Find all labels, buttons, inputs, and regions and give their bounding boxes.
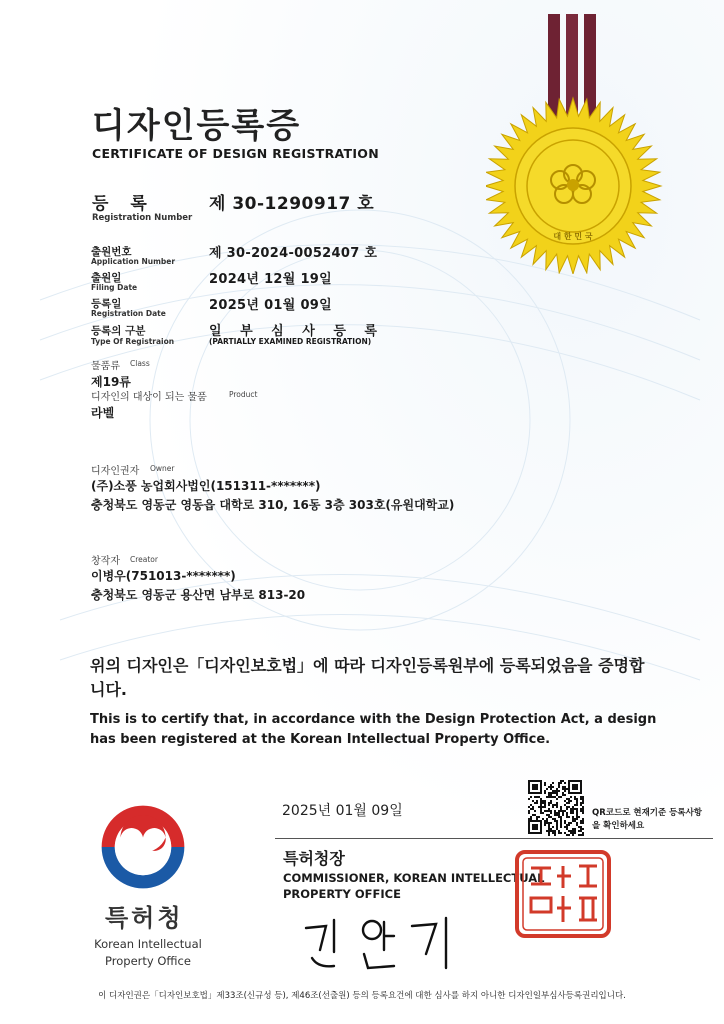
filing-date-label: 출원일 [91, 272, 122, 284]
application-label-en: Application Number [91, 257, 176, 266]
creator-name: 이병우(751013-*******) [91, 569, 236, 583]
commissioner-signature [294, 910, 464, 974]
commissioner-title-en: COMMISSIONER, KOREAN INTELLECTUAL PROPERTY OFFICE [283, 871, 545, 901]
agency-name-en: Korean Intellectual Property Office [94, 937, 202, 968]
registration-number: 제 30-1290917 호 [209, 194, 375, 214]
document-title: 디자인등록증 [92, 106, 302, 146]
registration-date-label-en: Registration Date [91, 309, 166, 318]
creator-label: 창작자 [91, 556, 120, 567]
gold-seal [486, 14, 666, 274]
document-subtitle: CERTIFICATE OF DESIGN REGISTRATION [92, 146, 379, 161]
registration-date-label: 등록일 [91, 298, 122, 310]
registration-label-en: Registration Number [92, 213, 193, 223]
registration-type-label-en: Type Of Registraion [91, 337, 175, 346]
footer-note: 이 디자인권은「디자인보호법」제33조(신규성 등), 제46조(선출원) 등의 등록요건에 대한 심사를 하지 아니한 디자인일부심사등록권리입니다. [98, 991, 626, 1001]
commissioner-title-ko: 특허청장 [283, 849, 345, 868]
product-value: 라벨 [91, 406, 115, 420]
registration-date: 2025년 01월 09일 [209, 298, 332, 313]
application-label: 출원번호 [91, 246, 132, 258]
registration-type-en: (PARTIALLY EXAMINED REGISTRATION) [209, 337, 372, 346]
registration-label: 등 록 [92, 194, 155, 214]
seal-ring-text: 대 한 민 국 [553, 232, 593, 241]
filing-date: 2024년 12월 19일 [209, 272, 332, 287]
official-red-stamp [513, 848, 613, 940]
application-number: 제 30-2024-0052407 호 [209, 246, 378, 261]
creator-address: 충청북도 영동군 용산면 남부로 813-20 [91, 588, 306, 602]
product-label-en: Product [229, 390, 258, 399]
product-label: 디자인의 대상이 되는 물품 [91, 392, 207, 403]
signature-divider [275, 838, 713, 839]
creator-label-en: Creator [130, 555, 158, 564]
owner-label: 디자인권자 [91, 466, 140, 477]
kipo-taeguk-logo-icon [96, 800, 190, 894]
owner-address: 충청북도 영동군 영동읍 대학로 310, 16동 3층 303호(유원대학교) [91, 498, 455, 512]
class-value: 제19류 [91, 375, 131, 389]
certification-statement-en: This is to certify that, in accordance with the Design Protection Act, a design has been registered at the Korean Intellectual Property Office. [90, 712, 657, 747]
owner-name: (주)소풍 농업회사법인(151311-*******) [91, 479, 321, 493]
registration-type-label: 등록의 구분 [91, 325, 146, 337]
issue-date: 2025년 01월 09일 [282, 803, 403, 819]
registration-type: 일 부 심 사 등 록 [209, 324, 384, 339]
class-label: 물품류 [91, 361, 120, 372]
class-label-en: Class [130, 359, 150, 368]
qr-code-icon[interactable] [528, 780, 584, 836]
certification-statement-ko: 위의 디자인은「디자인보호법」에 따라 디자인등록원부에 등록되었음을 증명합니다. [90, 656, 645, 699]
qr-instruction: QR코드로 현재기준 등록사항을 확인하세요 [592, 808, 703, 831]
agency-name-ko: 특허청 [105, 904, 184, 932]
owner-label-en: Owner [150, 464, 175, 473]
filing-date-label-en: Filing Date [91, 283, 138, 292]
